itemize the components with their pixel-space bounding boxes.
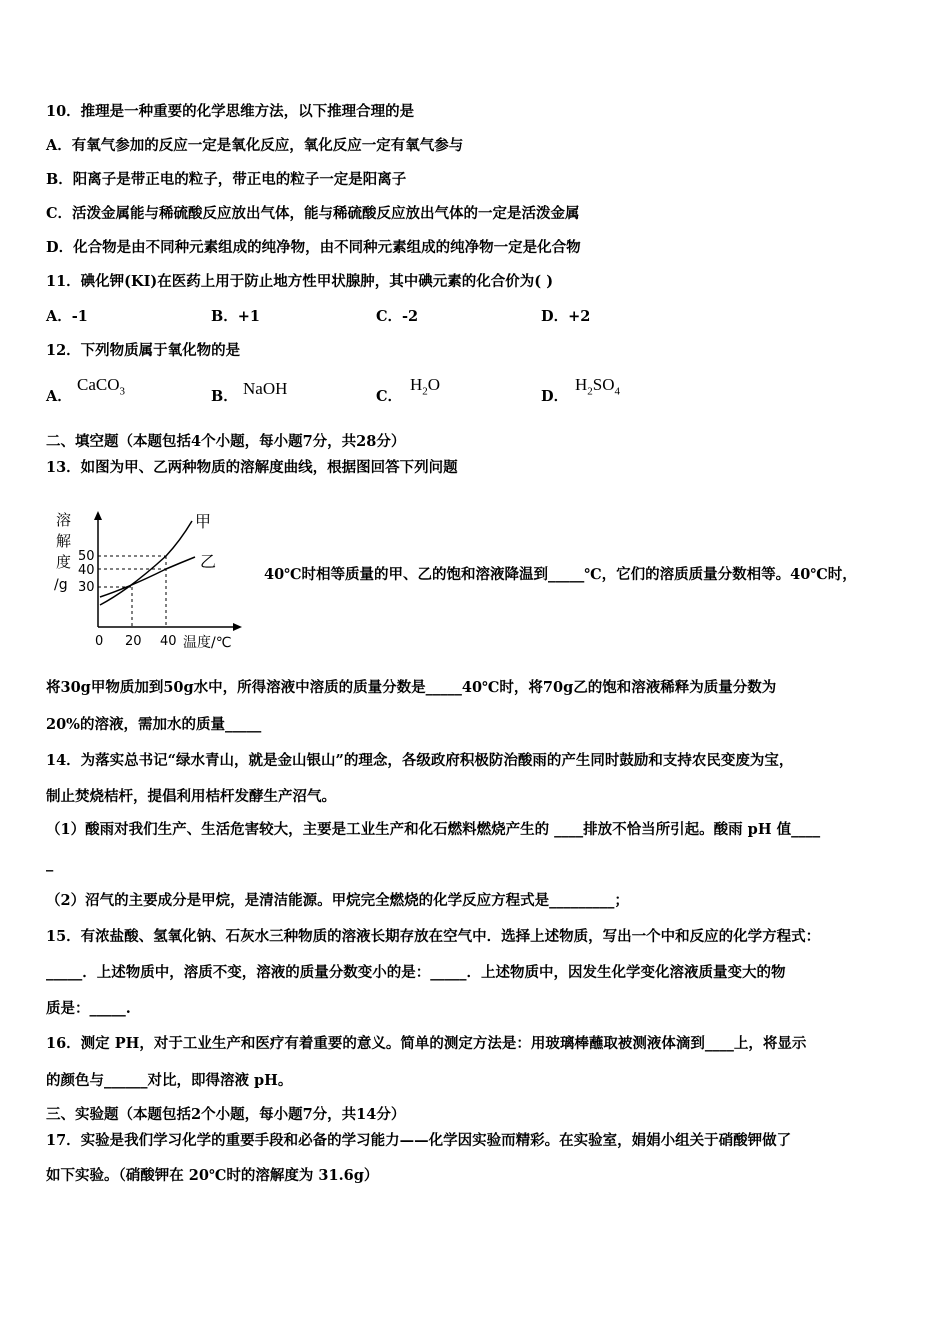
q14-part-1: （1）酸雨对我们生产、生活危害较大，主要是工业生产和化石燃料燃烧产生的 ____排放不恰当所引起。酸雨 pH 值____ <box>46 821 821 838</box>
q11-option-b: B．+1 <box>211 308 260 325</box>
q11-stem: 11．碘化钾(KI)在医药上用于防止地方性甲状腺肿，其中碘元素的化合价为( ) <box>46 273 554 290</box>
q17-line-2: 如下实验。（硝酸钾在 20℃时的溶解度为 31.6g） <box>46 1167 379 1184</box>
q12-option-d-label: D． <box>541 388 569 405</box>
q15-line-1: 15．有浓盐酸、氢氧化钠、石灰水三种物质的溶液长期存放在空气中．选择上述物质，写出一个中和反应的化学方程式： <box>46 928 821 945</box>
graph-ytick-30: 30 <box>78 580 95 595</box>
q13-line-3: 20%的溶液，需加水的质量_____ <box>46 716 262 733</box>
graph-y-arrow <box>94 511 102 520</box>
q10-option-d: D．化合物是由不同种元素组成的纯净物，由不同种元素组成的纯净物一定是化合物 <box>46 239 581 256</box>
q11-option-c: C．-2 <box>376 308 419 325</box>
curve-jia-label: 甲 <box>195 512 212 531</box>
q13-side-text: 40℃时相等质量的甲、乙的饱和溶液降温到_____℃，它们的溶质质量分数相等。40℃时， <box>264 566 857 583</box>
solubility-curve-graph <box>50 505 250 655</box>
graph-xtick-40: 40 <box>160 634 177 649</box>
q12-option-c-label: C． <box>376 388 403 405</box>
q12-option-a-label: A． <box>46 388 72 405</box>
graph-xlabel: 温度/℃ <box>183 635 232 651</box>
q15-line-2: _____．上述物质中，溶质不变，溶液的质量分数变小的是：_____．上述物质中，因发生化学变化溶液质量变大的物 <box>46 964 786 981</box>
graph-xtick-20: 20 <box>125 634 142 649</box>
section-2-heading: 二、填空题（本题包括4个小题，每小题7分，共28分） <box>46 433 406 450</box>
q13-stem: 13．如图为甲、乙两种物质的溶解度曲线，根据图回答下列问题 <box>46 459 458 476</box>
q12-option-d-formula: $H_2SO_4$ <box>575 375 621 398</box>
section-3-heading: 三、实验题（本题包括2个小题，每小题7分，共14分） <box>46 1106 406 1123</box>
graph-ytick-50: 50 <box>78 549 95 564</box>
graph-ylabel-2: 度 <box>56 553 72 571</box>
graph-xtick-0: 0 <box>95 634 104 649</box>
q10-option-a: A．有氧气参加的反应一定是氧化反应，氧化反应一定有氧气参与 <box>46 137 464 154</box>
q15-line-3: 质是：_____. <box>46 1000 131 1017</box>
graph-ylabel-3: /g <box>54 577 68 593</box>
q10-option-c: C．活泼金属能与稀硫酸反应放出气体，能与稀硫酸反应放出气体的一定是活泼金属 <box>46 205 580 222</box>
graph-ylabel-0: 溶 <box>56 511 72 529</box>
q14-part-1-tail: _ <box>46 855 54 872</box>
q16-line-2: 的颜色与______对比，即得溶液 pH。 <box>46 1072 293 1089</box>
graph-x-arrow <box>233 623 242 631</box>
graph-ylabel-1: 解 <box>56 532 72 550</box>
curve-yi <box>100 557 195 597</box>
q12-option-c-formula: $H_2O$ <box>410 375 441 398</box>
q13-line-2: 将30g甲物质加到50g水中，所得溶液中溶质的质量分数是_____40℃时，将70g乙的饱和溶液稀释为质量分数为 <box>46 679 777 696</box>
q14-stem-2: 制止焚烧桔杆，提倡利用桔杆发酵生产沼气。 <box>46 788 336 805</box>
q10-option-b: B．阳离子是带正电的粒子，带正电的粒子一定是阳离子 <box>46 171 407 188</box>
q14-part-2: （2）沼气的主要成分是甲烷，是清洁能源。甲烷完全燃烧的化学反应方程式是_________； <box>46 892 629 909</box>
curve-yi-label: 乙 <box>200 552 217 571</box>
q17-line-1: 17．实验是我们学习化学的重要手段和必备的学习能力——化学因实验而精彩。在实验室，娟娟小组关于硝酸钾做了 <box>46 1132 792 1149</box>
q11-option-a: A．-1 <box>46 308 88 325</box>
q12-option-b-formula: NaOH <box>243 379 288 398</box>
q12-option-a-formula: CaCO$_3$ <box>77 375 125 398</box>
q16-line-1: 16．测定 PH，对于工业生产和医疗有着重要的意义。简单的测定方法是：用玻璃棒蘸取被测液体滴到____上，将显示 <box>46 1035 807 1052</box>
q14-stem-1: 14．为落实总书记“绿水青山，就是金山银山”的理念，各级政府积极防治酸雨的产生同时鼓励和支持农民变废为宝， <box>46 752 794 769</box>
q11-option-d: D．+2 <box>541 308 591 325</box>
graph-ytick-40: 40 <box>78 563 95 578</box>
q12-option-b-label: B． <box>211 388 238 405</box>
q12-stem: 12．下列物质属于氧化物的是 <box>46 342 241 359</box>
q10-stem: 10．推理是一种重要的化学思维方法，以下推理合理的是 <box>46 103 415 120</box>
